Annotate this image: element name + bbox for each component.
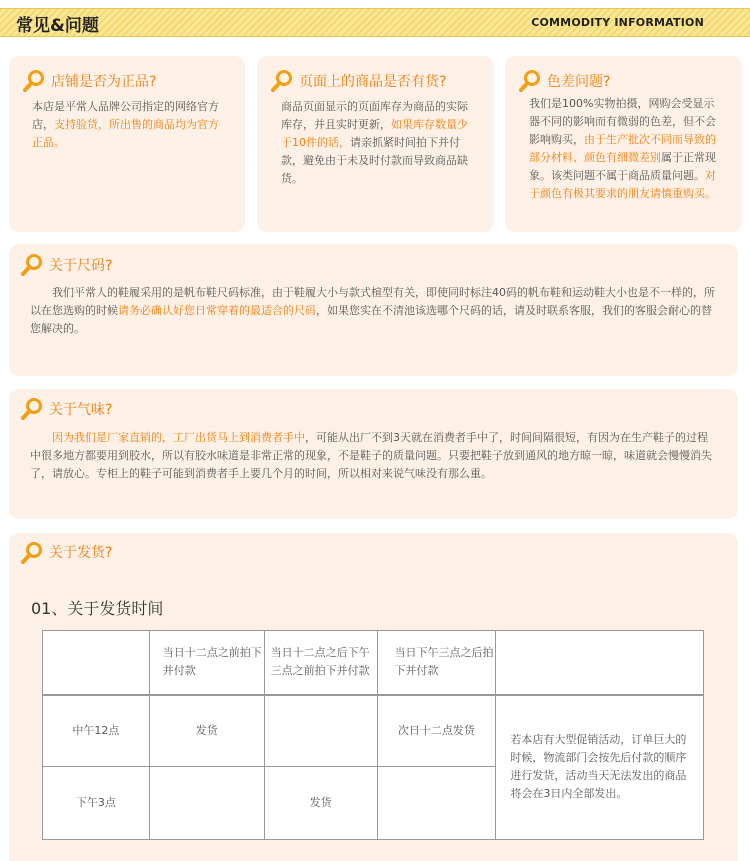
faq-title: 页面上的商品是否有货? bbox=[299, 74, 447, 90]
section-subtitle: COMMODITY INFORMATION bbox=[531, 16, 704, 29]
table-header-cell: 当日十二点之前拍下并付款 bbox=[149, 631, 264, 695]
highlight-text: 因为我们是厂家直销的，工厂出货马上到消费者手中 bbox=[52, 431, 305, 444]
faq-title: 关于发货? bbox=[49, 545, 113, 561]
faq-title: 关于尺码? bbox=[49, 258, 113, 274]
table-cell bbox=[264, 695, 377, 767]
faq-title: 店铺是否为正品? bbox=[51, 74, 157, 90]
table-row bbox=[43, 695, 704, 767]
section-header bbox=[0, 8, 750, 37]
magnifier-icon bbox=[519, 69, 541, 93]
table-cell bbox=[43, 631, 150, 695]
highlight-text: 支持验货，所出售的商品均为官方正品。 bbox=[32, 118, 219, 149]
faq-answer: 我们平常人的鞋履采用的是帆布鞋尺码标准，由于鞋履大小与款式楦型有关，即使同时标注40码的帆布鞋和运动鞋大小也是不一样的，所以在您选购的时候请务必确认好您日常穿着的最适合的尺码，如果您实在不清池该选哪个尺码的话，请及时联系客服，我们的客服会耐心的替您解决的。 bbox=[30, 286, 715, 335]
table-cell: 次日十二点发货 bbox=[377, 695, 496, 767]
magnifier-icon bbox=[271, 69, 293, 93]
shipping-subtitle: 01、关于发货时间 bbox=[31, 599, 164, 618]
magnifier-icon bbox=[21, 541, 43, 565]
faq-card-stock bbox=[257, 56, 494, 232]
faq-card-genuine bbox=[9, 56, 245, 232]
faq-card-size bbox=[9, 244, 738, 376]
row-label: 中午12点 bbox=[43, 695, 150, 767]
faq-answer: 因为我们是厂家直销的，工厂出货马上到消费者手中，可能从出厂不到3天就在消费者手中了，时间间隔很短，有因为在生产鞋子的过程中很多地方都要用到胶水，所以有胶水味道是非常正常的现象，不是鞋子的质量问题。只要把鞋子放到通风的地方晾一晾，味道就会慢慢消失了，请放心。专柜上的鞋子可能到消费者手上要几个月的时间，所以相对来说气味没有那么重。 bbox=[30, 431, 712, 480]
table-cell: 发货 bbox=[149, 695, 264, 767]
faq-answer: 商品页面显示的页面库存为商品的实际库存，并且实时更新，如果库存数量少于10件的话，请亲抓紧时间拍下并付款，避免由于未及时付款而导致商品缺货。 bbox=[281, 100, 468, 185]
highlight-text: 由于生产批次不同而导致的部分材料、颜色有细微差别 bbox=[529, 133, 716, 164]
faq-title: 色差问题? bbox=[547, 74, 611, 90]
magnifier-icon bbox=[21, 397, 43, 421]
magnifier-icon bbox=[23, 69, 45, 93]
row-label: 下午3点 bbox=[43, 767, 150, 840]
table-cell bbox=[377, 767, 496, 840]
faq-answer: 本店是平常人品牌公司指定的网络官方店，支持验货，所出售的商品均为官方正品。 bbox=[32, 100, 219, 149]
highlight-text: 请务必确认好您日常穿着的最适合的尺码 bbox=[118, 304, 316, 317]
table-header-cell: 当日十二点之后下午三点之前拍下并付款 bbox=[264, 631, 377, 695]
table-header-row bbox=[43, 631, 704, 695]
table-header-cell: 当日下午三点之后拍下并付款 bbox=[377, 631, 496, 695]
faq-card-smell bbox=[9, 389, 738, 519]
table-cell bbox=[149, 767, 264, 840]
faq-card-color bbox=[505, 56, 742, 232]
highlight-text: 如果库存数量少于10件的话， bbox=[281, 118, 468, 149]
table-cell bbox=[496, 631, 704, 695]
faq-title: 关于气味? bbox=[49, 402, 113, 418]
magnifier-icon bbox=[21, 253, 43, 277]
table-cell: 发货 bbox=[264, 767, 377, 840]
shipping-table bbox=[42, 630, 704, 840]
shipping-note: 若本店有大型促销活动，订单巨大的时候，物流部门会按先后付款的顺序进行发货，活动当天无法发出的商品将会在3日内全部发出。 bbox=[496, 695, 704, 840]
highlight-text: 对于颜色有极其要求的朋友请慎重购买。 bbox=[529, 169, 716, 200]
section-title: 常见&问题 bbox=[16, 16, 99, 36]
faq-answer: 我们是100%实物拍摄，网购会受显示器不同的影响而有微弱的色差，但不会影响购买，由于生产批次不同而导致的部分材料、颜色有细微差别属于正常现象。该类问题不属于商品质量问题。对于颜色有极其要求的朋友请慎重购买。 bbox=[529, 97, 716, 200]
